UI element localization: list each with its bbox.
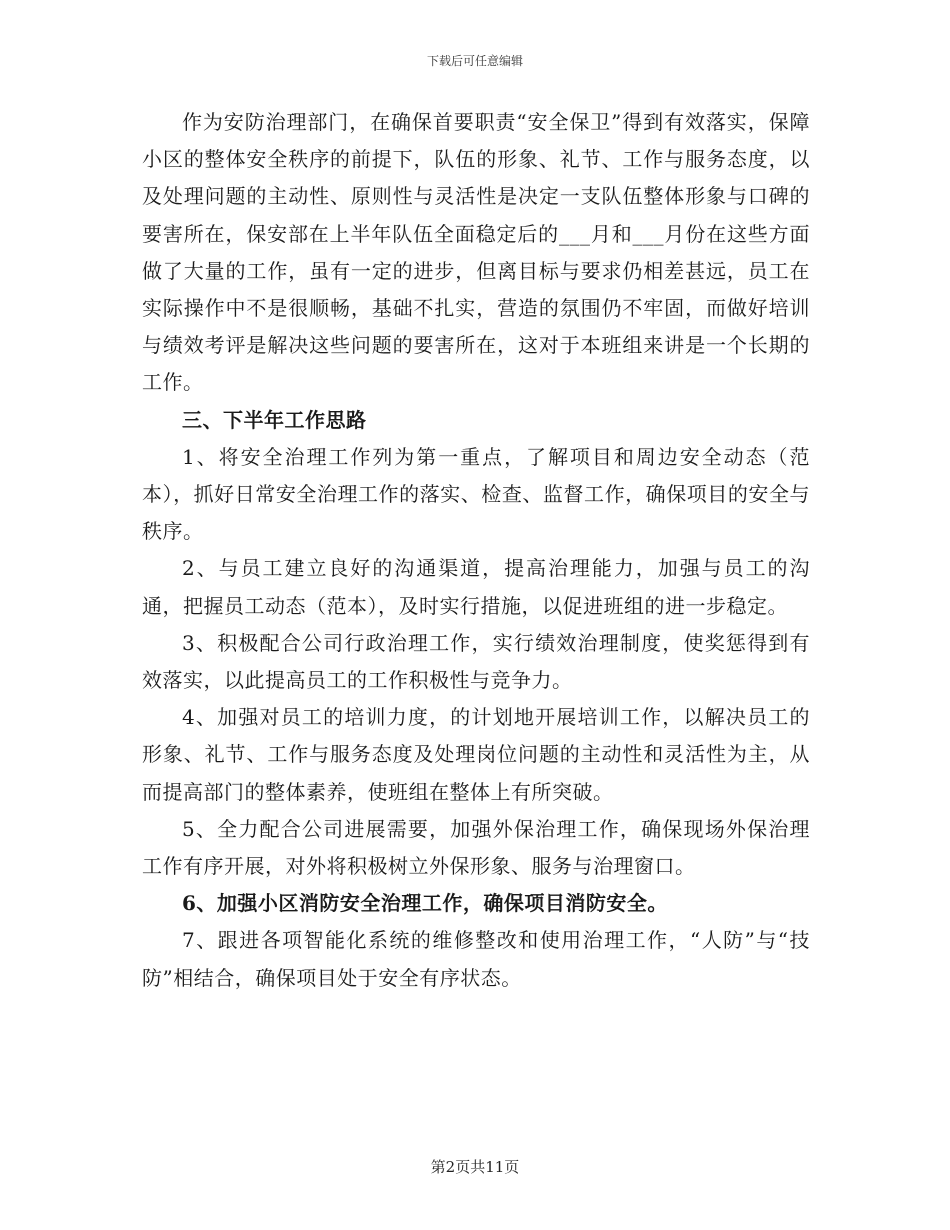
list-item-4: 4、加强对员工的培训力度，的计划地开展培训工作，以解决员工的形象、礼节、工作与服务态度及处理岗位问题的主动性和灵活性为主，从而提高部门的整体素养，使班组在整体上有所突破。 [142, 705, 810, 804]
list-item-1: 1、将安全治理工作列为第一重点，了解项目和周边安全动态（范本），抓好日常安全治理工作的落实、检查、监督工作，确保项目的安全与秩序。 [142, 444, 810, 544]
paragraph-intro: 作为安防治理部门，在确保首要职责“安全保卫”得到有效落实，保障小区的整体安全秩序的前提下，队伍的形象、礼节、工作与服务态度，以及处理问题的主动性、原则性与灵活性是决定一支队伍整体形象与口碑的要害所在，保安部在上半年队伍全面稳定后的___月和___月份在这些方面做了大量的工作，虽有一定的进步，但离目标与要求仍相差甚远，员工在实际操作中不是很顺畅，基础不扎实，营造的氛围仍不牢固，而做好培训与绩效考评是解决这些问题的要害所在，这对于本班组来讲是一个长期的工作。 [142, 110, 810, 395]
document-body [142, 104, 810, 997]
list-item-2: 2、与员工建立良好的沟通渠道，提高治理能力，加强与员工的沟通，把握员工动态（范本），及时实行措施，以促进班组的进一步稳定。 [142, 556, 810, 618]
page-number: 第2页共11页 [430, 1158, 520, 1176]
list-item-5: 5、全力配合公司进展需要，加强外保治理工作，确保现场外保治理工作有序开展，对外将积极树立外保形象、服务与治理窗口。 [142, 816, 810, 879]
list-item-7: 7、跟进各项智能化系统的维修整改和使用治理工作，“人防”与“技防”相结合，确保项目处于安全有序状态。 [142, 928, 810, 990]
section-heading: 三、下半年工作思路 [182, 407, 367, 432]
list-item-3: 3、积极配合公司行政治理工作，实行绩效治理制度，使奖惩得到有效落实，以此提高员工的工作积极性与竞争力。 [142, 630, 810, 693]
page-header: 下载后可任意编辑 [426, 54, 523, 68]
list-item-6: 6、加强小区消防安全治理工作，确保项目消防安全。 [182, 891, 668, 916]
